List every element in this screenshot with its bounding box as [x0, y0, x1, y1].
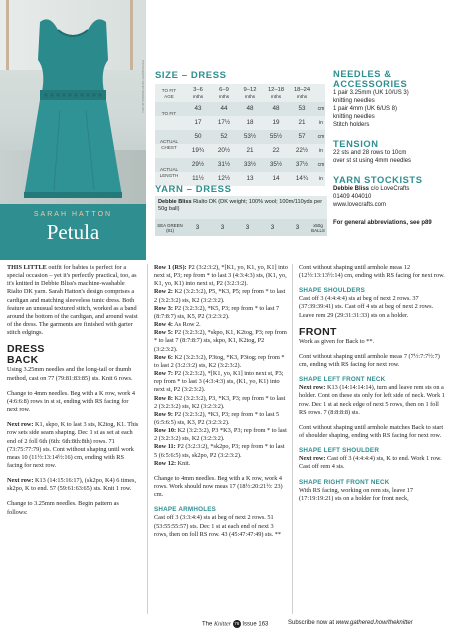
needles-section [333, 69, 451, 129]
back-paragraph [7, 421, 140, 470]
yarn-cell: 3 [220, 224, 225, 231]
column-divider [292, 264, 293, 614]
yarn-cell: 3 [245, 224, 250, 231]
yarn-cell: 3 [270, 224, 275, 231]
magazine-name: Knitter [214, 621, 232, 628]
size-label-chest: TO FIT [161, 111, 177, 116]
size-col-4: 12–18 mths [267, 87, 285, 100]
size-col-2: 6–9 mths [218, 87, 230, 100]
pattern-row-label: Row 6: [154, 353, 173, 361]
tension-heading: TENSION [333, 139, 379, 149]
size-row-label: TO FIT AGE [161, 88, 177, 99]
size-cell: 43 [194, 105, 202, 112]
size-label-length: ACTUAL LENGTH [159, 167, 179, 178]
pattern-row-label: Row 8: [154, 394, 173, 402]
pattern-row [154, 370, 288, 394]
size-row-age [155, 84, 325, 102]
pattern-row [154, 288, 288, 304]
stockists-brand: Debbie Bliss [333, 186, 370, 192]
pattern-row-label: Row 2: [154, 288, 173, 296]
size-cell: 17½ [217, 119, 231, 126]
pattern-row [154, 305, 288, 321]
size-heading: SIZE – DRESS [155, 70, 227, 81]
needles-line: knitting needles [333, 114, 375, 120]
pattern-row-label: Row 10: [154, 427, 177, 435]
yarn-cell: 3 [195, 224, 200, 231]
size-cell: 33½ [243, 161, 257, 168]
designer-name: SARAH HATTON [33, 211, 113, 218]
size-cell: 52 [220, 133, 228, 140]
size-cell: 18 [246, 119, 254, 126]
photo-credit: PHOTOGRAPHY: WENDY BODMOLLER (SIC) [141, 60, 144, 113]
size-unit: in [319, 148, 323, 154]
pattern-row-text: K2 (3:2:3:2), P3tog, *K3, P3tog; rep from * to last 2 (3:2:3:2) sts, K2 (3:2:3:2). [154, 353, 285, 369]
right-front-neck-heading: SHAPE RIGHT FRONT NECK [299, 478, 390, 486]
yarn-cell: 3 [295, 224, 300, 231]
size-cell: 48 [246, 105, 254, 112]
size-cell: 37½ [295, 161, 309, 168]
dress-heading: DRESS [7, 343, 45, 356]
back-text: K13 (14:15:16:17), (sk2po, K4) 6 times, sk2po, K to end. 57 (59:61:63:65) sts. Knit 1 row. [7, 477, 137, 493]
left-shoulder-heading: SHAPE LEFT SHOULDER [299, 447, 380, 455]
size-cell: 21 [246, 147, 254, 154]
yarn-detail: Rialto DK (DK weight; 100% wool; 100m/110yds per 50g ball) [158, 199, 323, 212]
column-2 [154, 264, 288, 546]
size-unit: in [319, 176, 323, 182]
yarn-heading: YARN – DRESS [155, 184, 232, 195]
size-cell: 31½ [217, 161, 231, 168]
garment-photo [0, 0, 146, 204]
pattern-row [154, 329, 288, 353]
size-unit: cm [317, 162, 325, 168]
size-row-chest-in [155, 116, 325, 130]
pattern-row-text: K2 (3:2:3:2), P5, *K3, P5; rep from * to last 2 (3:2:3:2) sts, K2 (3:2:3:2). [154, 288, 286, 304]
yarn-shade: SEA GREEN (81) [157, 223, 183, 233]
stockists-section [333, 175, 451, 209]
pattern-row-text: P2 (3:2:3:2), *[K1, yo, K1, yo, K1] into next st, P3; rep from * to last 3 (4:3:4:3) sts, (K1, yo, K1, yo, K1) into next st, P2 (3:2:3:2). [154, 264, 288, 288]
col3-paragraph: Cont without shaping until armhole meas 12 (12½:13:13½:14) cm, ending with RS facing for next row. [299, 264, 445, 280]
size-unit: cm [317, 106, 325, 112]
next-row-label: Next row: [7, 421, 34, 429]
tension-section [333, 139, 451, 165]
tension-line: 22 sts and 28 rows to 10cm [333, 150, 407, 156]
size-cell: 53 [298, 105, 306, 112]
column-3 [299, 264, 446, 510]
intro-text: outfit for babies is perfect for a special occasion – yet it's perfectly practical, too, as it's knitted in Debbie Bliss's machine-washable Rialto DK yarn. Sarah Hatton's design comprises a cardigan and matching sleeveless tunic dress. Both feature an unusual textured stitch, worked as a band around the bottom of the cardigan, and around waist of the dress. The garments are finished with garter stitch edgings. [7, 264, 138, 337]
pattern-row [154, 264, 288, 288]
pattern-row-label: Row 7: [154, 370, 173, 378]
pattern-row-label: Row 1 (RS): [154, 264, 187, 271]
pattern-row-label: Row 3: [154, 304, 173, 312]
size-cell: 11½ [192, 175, 204, 182]
subscribe-text: Subscribe now at [288, 620, 336, 626]
back-paragraph [7, 477, 140, 493]
needles-line: Stitch holders [333, 122, 370, 128]
pattern-row-label: Row 5: [154, 329, 173, 337]
size-col-1: 3–6 mths [192, 87, 204, 100]
pattern-row [154, 395, 288, 411]
magazine-credit [202, 620, 268, 628]
pattern-row [154, 321, 288, 329]
pattern-row-text: P2 (3:2:3:2), *[K1, yo, K1] into next st, P3; rep from * to last 3 (4:3:4:3) sts, (K1, yo, K1) into next st, P2 (3:2:3:2). [154, 370, 284, 394]
size-col-5: 18–24 mths [293, 87, 311, 100]
pattern-row [154, 411, 288, 427]
yarn-unit: x50g BALLS [311, 223, 325, 233]
size-cell: 35½ [269, 161, 283, 168]
size-cell: 48 [272, 105, 280, 112]
armholes-paragraph: Cast off 3 (3:3:4:4) sts at beg of next 2 rows. 51 (53:55:55:57) sts. Dec 1 st at each end of next 3 rows, then on foll RS row. 43 (45:47:47:49) sts. ** [154, 514, 282, 538]
needles-line: knitting needles [333, 98, 375, 104]
yarn-brand: Debbie Bliss [158, 199, 192, 205]
armholes-heading: SHAPE ARMHOLES [154, 506, 217, 514]
size-cell: 14 [272, 175, 280, 182]
intro-lead: THIS LITTLE [7, 264, 47, 271]
size-cell: 22 [272, 147, 280, 154]
subscribe-note [288, 620, 413, 626]
pattern-row-text: K2 (3:2:3:2), P3, *K3, P3; rep from * to last 2 (3:2:3:2) sts, K2 (3:2:3:2). [154, 394, 286, 410]
column-divider [147, 264, 148, 614]
col3-paragraph [299, 455, 446, 471]
pattern-row [154, 443, 288, 459]
col3-paragraph [299, 384, 446, 417]
pattern-rows [154, 264, 288, 468]
size-label-actual-chest: ACTUAL CHEST [159, 139, 179, 150]
stockists-brand-line [333, 185, 451, 193]
back-paragraph: Change to 4mm needles. Beg with a K row, work 4 (4:6:6:8) rows in st st, ending with RS facing for next row. [7, 389, 136, 414]
tension-line: over st st using 4mm needles [333, 158, 412, 164]
size-cell: 53½ [243, 133, 257, 140]
back-text: K1, skpo, K to last 3 sts, K2tog, K1. This row sets side seam shaping. Dec 1 st as set at each end of 2 foll 6th (6th: 6th:8th:8th) rows. 71 (73:75:77:79) sts. Cont without shaping until work meas 10 (11½:13:14½:16) cm, ending with RS facing for next row. [7, 421, 139, 469]
after-pattern-paragraph: Change to 4mm needles. Beg with a K row, work 4 rows. Work should now meas 17 (18½:20:21½: 23) cm. [154, 474, 283, 499]
size-cell: 13 [246, 175, 254, 182]
size-cell: 20½ [217, 147, 231, 154]
pattern-row-text: P2 (3:2:3:2), *skpo, K1, K2tog, P3; rep from * to last 7 (8:7:8:7) sts, skpo, K1, K2tog, P2 (3:2:3:2). [154, 329, 287, 353]
size-cell: 12½ [217, 175, 231, 182]
pattern-row-label: Row 11: [154, 443, 176, 451]
pattern-row-label: Row 12: [154, 459, 177, 467]
col3-paragraph: Work as given for Back to **. [299, 337, 374, 345]
pattern-row-text: P2 (3:2:3:2), *K5, P3; rep from * to last 7 (8:7:8:7) sts, K5, P2 (3:2:3:2). [154, 304, 280, 320]
stockists-heading: YARN STOCKISTS [333, 175, 423, 185]
col3-text: Cast off 3 (4:4:4:4) sts, K to end. Work 1 row. Cast off rem 4 sts. [299, 455, 442, 471]
pattern-row [154, 354, 288, 370]
pattern-row-label: Row 9: [154, 410, 173, 418]
size-cell: 55½ [269, 133, 283, 140]
needles-line: 1 pair 4mm (UK 6/US 8) [333, 106, 398, 112]
col3-paragraph: Cont without shaping until armhole meas 7 (7½:7:7½:7) cm, ending with RS facing for next row. [299, 352, 440, 369]
pattern-row-text: As Row 2. [172, 321, 201, 329]
col3-paragraph: Cast off 3 (4:4:4:4) sts at beg of next 2 rows. 37 (37:39:39:41) sts. Cast off 4 sts at beg of next 2 rows. Leave rem 29 (29:31:31:33) sts on a holder. [299, 295, 434, 319]
pattern-row [154, 460, 288, 468]
pattern-row-text: Knit. [176, 459, 191, 467]
size-cell: 22½ [295, 147, 309, 154]
needles-line: 1 pair 3.25mm (UK 10/US 3) [333, 90, 409, 96]
column-1 [7, 264, 140, 524]
size-cell: 17 [194, 119, 202, 126]
pattern-row-text: P2 (3:2:3:2), *sk2po, P3; rep from * to last 5 (6:5:6:5) sts, sk2po, P2 (3:2:3:2). [154, 443, 285, 459]
size-cell: 19¾ [191, 147, 205, 154]
title-band [0, 204, 146, 260]
col3-text: K13 (14:14:14:14), turn and leave rem sts on a holder. Cont on these sts only for left side of neck. Work 1 row. Dec 1 st at neck edge of next 5 rows, then on 1 foll RS rows. 7 (8:8:8:8) sts. [299, 384, 445, 416]
subscribe-link[interactable]: www.gathered.how/theknitter [335, 620, 413, 626]
dress-illustration [0, 0, 146, 204]
size-cell: 50 [194, 133, 202, 140]
page-number: 76 [234, 621, 240, 626]
needles-heading: NEEDLES & ACCESSORIES [333, 69, 408, 89]
size-col-3: 9–12 mths [243, 87, 257, 100]
page-footer [0, 620, 453, 632]
back-paragraph: Change to 3.25mm needles. Begin pattern as follows: [7, 500, 119, 516]
shoulders-heading: SHAPE SHOULDERS [299, 287, 365, 295]
back-paragraph: Using 3.25mm needles and the long-tail or thumb method, cast on 77 (79:81:83:85) sts. Knit 6 rows. [7, 366, 133, 382]
col3-paragraph: With RS facing, working on rem sts, leave 17 (17:19:19:21) sts on a holder for front neck, [299, 486, 413, 502]
size-cell: 14¾ [295, 175, 309, 182]
yarn-quantity-row [155, 219, 327, 236]
stockists-phone: 01409 404010 [333, 194, 372, 200]
size-cell: 21 [298, 119, 306, 126]
stockists-company: c/o LoveCrafts [369, 186, 410, 192]
size-unit: in [319, 120, 323, 126]
magazine-the: The [202, 621, 215, 628]
next-row-label: Next row: [299, 455, 326, 463]
size-cell: 19 [272, 119, 280, 126]
pattern-row [154, 427, 288, 443]
abbreviations-note: For general abbreviations, see p89 [333, 220, 432, 226]
size-unit: cm [317, 134, 325, 140]
size-cell: 29½ [191, 161, 205, 168]
stockists-website[interactable]: www.lovecrafts.com [333, 202, 387, 208]
front-heading: FRONT [299, 325, 337, 338]
yarn-description [155, 196, 327, 219]
size-cell: 57 [298, 133, 306, 140]
back-heading: BACK [7, 354, 39, 367]
pattern-row-text: K2 (3:2:3:2), P3 *K3, P3; rep from * to last 2 (3:2:3:2) sts, K2 (3:2:3:2). [154, 427, 287, 443]
left-front-neck-heading: SHAPE LEFT FRONT NECK [299, 376, 386, 384]
pattern-name: Petula [46, 220, 100, 244]
issue-number: Issue 163 [240, 621, 269, 628]
next-row-label: Next row: [299, 384, 326, 392]
size-cell: 44 [220, 105, 228, 112]
pattern-row-text: P2 (3:2:3:2), *K3, P3; rep from * to last 5 (6:5:6:5) sts, K3, P2 (3:2:3:2). [154, 410, 280, 426]
pattern-row-label: Row 4: [154, 321, 173, 329]
intro-paragraph [7, 264, 140, 337]
col3-paragraph: Cont without shaping until armhole matches Back to start of shoulder shaping, ending with RS facing for next row. [299, 423, 444, 440]
next-row-label: Next row: [7, 477, 34, 485]
